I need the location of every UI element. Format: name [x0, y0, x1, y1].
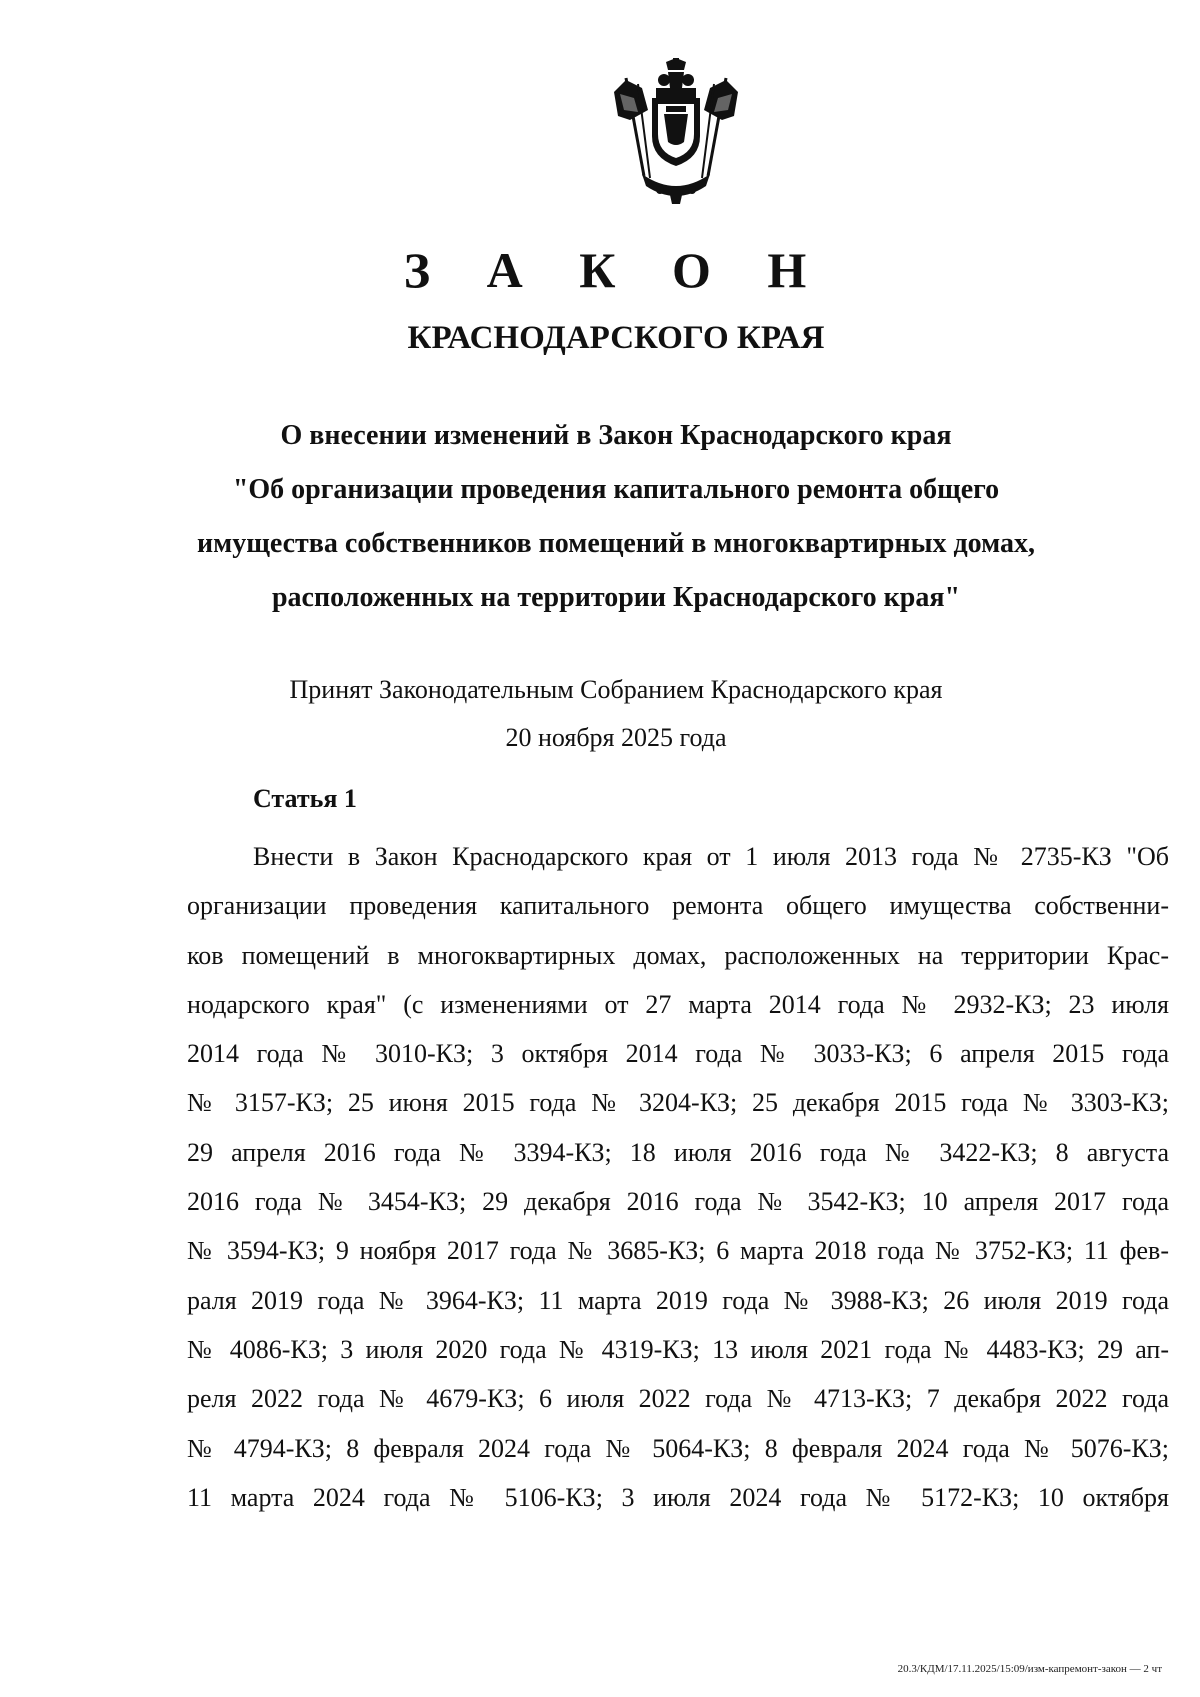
coat-of-arms-icon: [612, 58, 740, 208]
body-line: 11 марта 2024 года № 5106-КЗ; 3 июля 2024 года № 5172-КЗ; 10 октября: [187, 1482, 1169, 1512]
body-line: 29 апреля 2016 года № 3394-КЗ; 18 июля 2016 года № 3422-КЗ; 8 августа: [187, 1137, 1169, 1167]
body-line: № 3594-КЗ; 9 ноября 2017 года № 3685-КЗ; 6 марта 2018 года № 3752-КЗ; 11 фев-: [187, 1236, 1169, 1266]
body-line: реля 2022 года № 4679-КЗ; 6 июля 2022 года № 4713-КЗ; 7 декабря 2022 года: [187, 1384, 1169, 1414]
body-line: 2016 года № 3454-КЗ; 29 декабря 2016 года № 3542-КЗ; 10 апреля 2017 года: [187, 1187, 1169, 1217]
body-line: № 4086-КЗ; 3 июля 2020 года № 4319-КЗ; 13 июля 2021 года № 4483-КЗ; 29 ап-: [187, 1334, 1169, 1364]
body-line: № 3157-КЗ; 25 июня 2015 года № 3204-КЗ; 25 декабря 2015 года № 3303-КЗ;: [187, 1088, 1169, 1118]
heading-line: имущества собственников помещений в многоквартирных домах,: [197, 528, 1035, 559]
body-line: нодарского края" (с изменениями от 27 марта 2014 года № 2932-КЗ; 23 июля: [187, 989, 1169, 1019]
heading-line: "Об организации проведения капитального ремонта общего: [232, 474, 1000, 505]
document-footer-code: 20.3/КДМ/17.11.2025/15:09/изм-капремонт-закон — 2 чт: [897, 1663, 1162, 1675]
body-line: 2014 года № 3010-КЗ; 3 октября 2014 года № 3033-КЗ; 6 апреля 2015 года: [187, 1039, 1169, 1069]
law-title: З А К О Н: [403, 242, 829, 298]
adoption-body: Принят Законодательным Собранием Краснодарского края: [289, 675, 943, 704]
heading-line: О внесении изменений в Закон Краснодарского края: [280, 420, 952, 451]
article-body: [187, 832, 1169, 1522]
law-heading: [150, 409, 1082, 625]
body-line: № 4794-КЗ; 8 февраля 2024 года № 5064-КЗ; 8 февраля 2024 года № 5076-КЗ;: [187, 1433, 1169, 1463]
region-name: КРАСНОДАРСКОГО КРАЯ: [407, 320, 825, 356]
body-line: Внести в Закон Краснодарского края от 1 июля 2013 года № 2735-КЗ "Об: [253, 842, 1169, 871]
body-line: раля 2019 года № 3964-КЗ; 11 марта 2019 года № 3988-КЗ; 26 июля 2019 года: [187, 1285, 1169, 1315]
heading-line: расположенных на территории Краснодарского края": [271, 582, 961, 613]
adoption-note: [150, 666, 1082, 762]
article-title: Статья 1: [253, 784, 357, 813]
adoption-date: 20 ноября 2025 года: [505, 723, 727, 752]
body-line: ков помещений в многоквартирных домах, расположенных на территории Крас-: [187, 940, 1169, 970]
body-line: организации проведения капитального ремонта общего имущества собственни-: [187, 891, 1169, 921]
